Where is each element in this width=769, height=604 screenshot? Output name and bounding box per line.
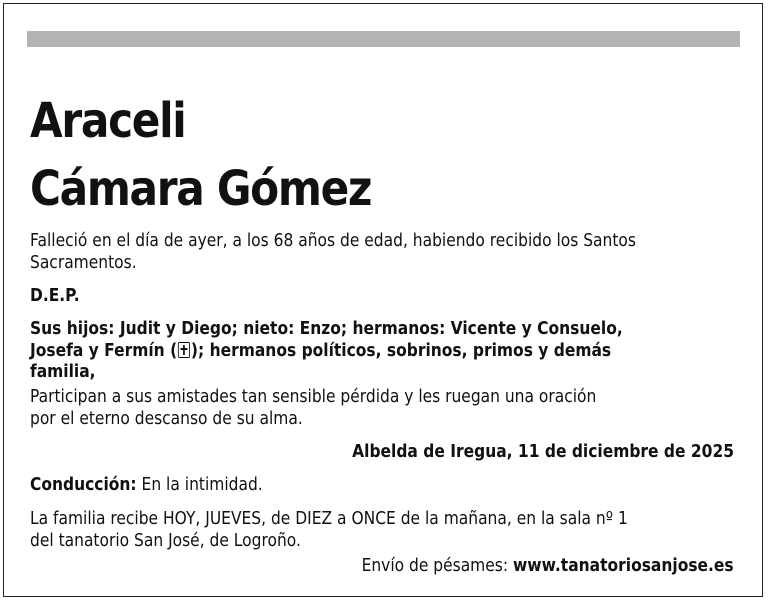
condolences-url: www.tanatoriosanjose.es	[513, 555, 734, 576]
family-line2	[30, 340, 684, 362]
condolences-label: Envío de pésames:	[361, 555, 514, 576]
death-statement-line1: Falleció en el día de ayer, a los 68 años de edad, habiendo recibido los Santos	[30, 230, 636, 251]
death-statement-line2: Sacramentos.	[30, 252, 137, 273]
conduccion-label: Conducción:	[30, 474, 137, 495]
visit-line1: La familia recibe HOY, JUEVES, de DIEZ a ONCE de la mañana, en la sala nº 1	[30, 508, 628, 529]
deceased-first-name: Araceli	[30, 93, 186, 149]
request-line1: Participan a sus amistades tan sensible pérdida y les ruegan una oración	[30, 386, 597, 407]
place-date: Albelda de Iregua, 11 de diciembre de 2025	[352, 441, 734, 462]
dep-label: D.E.P.	[30, 285, 80, 306]
conduccion-value: En la intimidad.	[136, 474, 263, 495]
conduccion-line	[30, 474, 684, 496]
request-line2: por el eterno descanso de su alma.	[30, 408, 303, 429]
family-line3: familia,	[30, 361, 96, 382]
deceased-surnames: Cámara Gómez	[30, 161, 372, 217]
family-line2-end: ); hermanos políticos, sobrinos, primos y demás	[190, 340, 612, 361]
family-line2-start: Josefa y Fermín (	[30, 340, 178, 361]
family-line1: Sus hijos: Judit y Diego; nieto: Enzo; hermanos: Vicente y Consuelo,	[30, 318, 623, 339]
visit-line2: del tanatorio San José, de Logroño.	[30, 530, 301, 551]
condolences-line	[362, 555, 734, 577]
top-bar	[27, 31, 740, 47]
cross-icon	[178, 342, 190, 358]
